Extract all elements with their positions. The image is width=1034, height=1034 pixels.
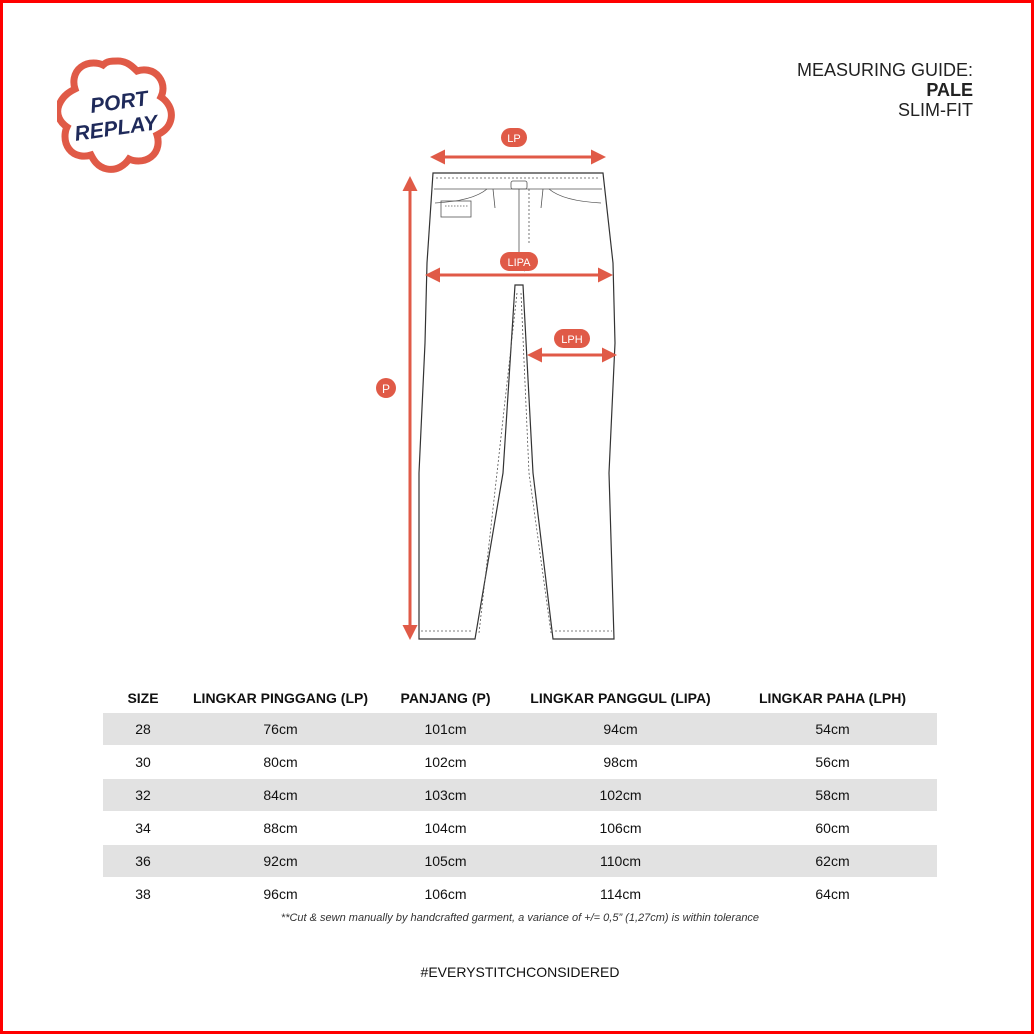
table-header-row [103, 683, 937, 713]
table-row [103, 779, 937, 812]
lp-label: LP [507, 133, 521, 145]
cell-lipa: 110cm [513, 845, 728, 878]
lph-label: LPH [561, 334, 583, 346]
table-row [103, 713, 937, 746]
cell-p: 102cm [378, 746, 513, 779]
measuring-guide-title [797, 60, 973, 120]
p-label: P [381, 382, 391, 396]
header-lingkar-paha: LINGKAR PAHA (LPH) [759, 690, 906, 706]
cell-lipa: 114cm [513, 878, 728, 911]
header-panjang: PANJANG (P) [400, 690, 491, 706]
cell-lp: 92cm [183, 845, 378, 878]
table-row [103, 878, 937, 911]
logo-text-line1: PORT [88, 87, 150, 118]
cell-size: 30 [103, 746, 183, 779]
cell-lipa: 106cm [513, 812, 728, 845]
header-size: SIZE [127, 690, 159, 706]
header-lingkar-panggul: LINGKAR PANGGUL (LIPA) [530, 690, 711, 706]
cell-lph: 54cm [728, 713, 937, 746]
cell-lipa: 98cm [513, 746, 728, 779]
lipa-label: LIPA [507, 257, 531, 269]
cell-lph: 64cm [728, 878, 937, 911]
product-name: PALE [926, 80, 973, 100]
cell-lph: 56cm [728, 746, 937, 779]
fit-type: SLIM-FIT [898, 100, 973, 120]
cell-lp: 88cm [183, 812, 378, 845]
cell-p: 101cm [378, 713, 513, 746]
cell-size: 34 [103, 812, 183, 845]
hashtag: #EVERYSTITCHCONSIDERED [420, 964, 620, 980]
cell-size: 36 [103, 845, 183, 878]
table-row [103, 845, 937, 878]
cell-lp: 96cm [183, 878, 378, 911]
cell-lipa: 94cm [513, 713, 728, 746]
cell-size: 32 [103, 779, 183, 812]
cell-p: 106cm [378, 878, 513, 911]
cell-size: 38 [103, 878, 183, 911]
pants-outline [419, 173, 615, 639]
cell-p: 104cm [378, 812, 513, 845]
cell-lp: 76cm [183, 713, 378, 746]
cell-lph: 62cm [728, 845, 937, 878]
cell-lph: 58cm [728, 779, 937, 812]
logo-text-line2: REPLAY [73, 111, 160, 146]
cell-lipa: 102cm [513, 779, 728, 812]
cell-lp: 80cm [183, 746, 378, 779]
cell-p: 105cm [378, 845, 513, 878]
table-row [103, 812, 937, 845]
table-row [103, 746, 937, 779]
port-replay-logo [57, 55, 179, 177]
pants-diagram [363, 118, 643, 648]
header-lingkar-pinggang: LINGKAR PINGGANG (LP) [193, 690, 368, 706]
cell-size: 28 [103, 713, 183, 746]
cell-lph: 60cm [728, 812, 937, 845]
size-table [103, 683, 937, 911]
tolerance-note: **Cut & sewn manually by handcrafted garment, a variance of +/= 0,5” (1,27cm) is within tolerance [280, 912, 760, 924]
cell-lp: 84cm [183, 779, 378, 812]
guide-heading: MEASURING GUIDE: [796, 60, 973, 80]
cell-p: 103cm [378, 779, 513, 812]
